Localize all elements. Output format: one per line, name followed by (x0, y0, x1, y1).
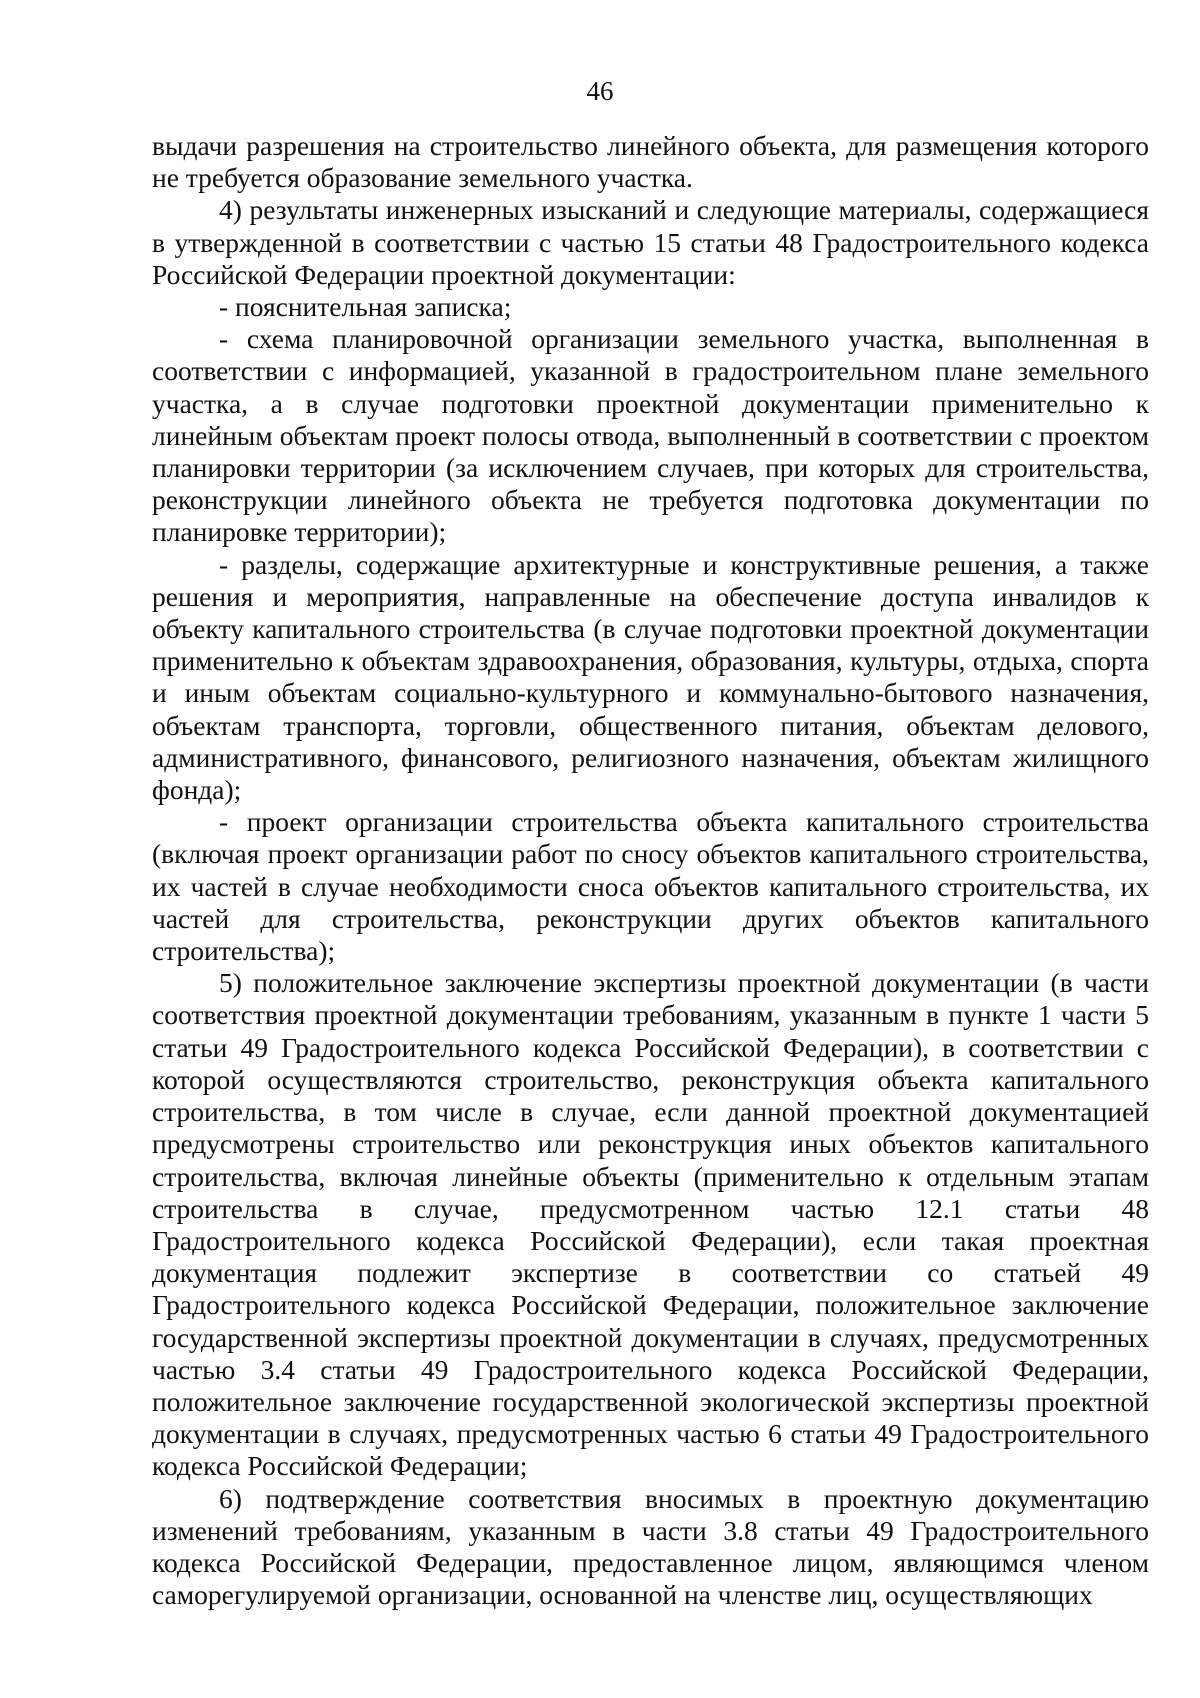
document-body (152, 130, 1149, 1611)
paragraph-architectural-sections: - разделы, содержащие архитектурные и конструктивные решения, а также решения и мероприятия, направленные на обеспечение доступа инвалидов к объекту капитального строительства (в случае подготовки проектной документации применительно к объектам здравоохранения, образования, культуры, отдыха, спорта и иным объектам социально-культурного и коммунально-бытового назначения, объектам транспорта, торговли, общественного питания, объектам делового, административного, финансового, религиозного назначения, объектам жилищного фонда); (152, 548, 1149, 806)
paragraph-explanatory-note: - пояснительная записка; (219, 291, 512, 323)
paragraph-continuation: выдачи разрешения на строительство линейного объекта, для размещения которого не требуется образование земельного участка. (152, 130, 1149, 194)
paragraph-construction-organization: - проект организации строительства объекта капитального строительства (включая проект организации работ по сносу объектов капитального строительства, их частей в случае необходимости сноса объектов капитального строительства, их частей для строительства, реконструкции других объектов капитального строительства); (152, 806, 1149, 967)
paragraph-land-plot-scheme: - схема планировочной организации земельного участка, выполненная в соответствии с информацией, указанной в градостроительном плане земельного участка, а в случае подготовки проектной документации применительно к линейным объектам проект полосы отвода, выполненный в соответствии с проектом планировки территории (за исключением случаев, при которых для строительства, реконструкции линейного объекта не требуется подготовка документации по планировке территории); (152, 323, 1149, 548)
page-number: 46 (586, 76, 614, 106)
paragraph-item-4: 4) результаты инженерных изысканий и следующие материалы, содержащиеся в утвержденной в соответствии с частью 15 статьи 48 Градостроительного кодекса Российской Федерации проектной документации: (152, 194, 1149, 290)
paragraph-item-6: 6) подтверждение соответствия вносимых в проектную документацию изменений требованиям, указанным в части 3.8 статьи 49 Градостроительного кодекса Российской Федерации, предоставленное лицом, являющимся членом саморегулируемой организации, основанной на членстве лиц, осуществляющих (152, 1482, 1149, 1611)
paragraph-item-5: 5) положительное заключение экспертизы проектной документации (в части соответствия проектной документации требованиям, указанным в пункте 1 части 5 статьи 49 Градостроительного кодекса Российской Федерации), в соответствии с которой осуществляются строительство, реконструкция объекта капитального строительства, в том числе в случае, если данной проектной документацией предусмотрены строительство или реконструкция иных объектов капитального строительства, включая линейные объекты (применительно к отдельным этапам строительства в случае, предусмотренном частью 12.1 статьи 48 Градостроительного кодекса Российской Федерации), если такая проектная документация подлежит экспертизе в соответствии со статьей 49 Градостроительного кодекса Российской Федерации, положительное заключение государственной экспертизы проектной документации в случаях, предусмотренных частью 3.4 статьи 49 Градостроительного кодекса Российской Федерации, положительное заключение государственной экологической экспертизы проектной документации в случаях, предусмотренных частью 6 статьи 49 Градостроительного кодекса Российской Федерации; (152, 967, 1149, 1482)
